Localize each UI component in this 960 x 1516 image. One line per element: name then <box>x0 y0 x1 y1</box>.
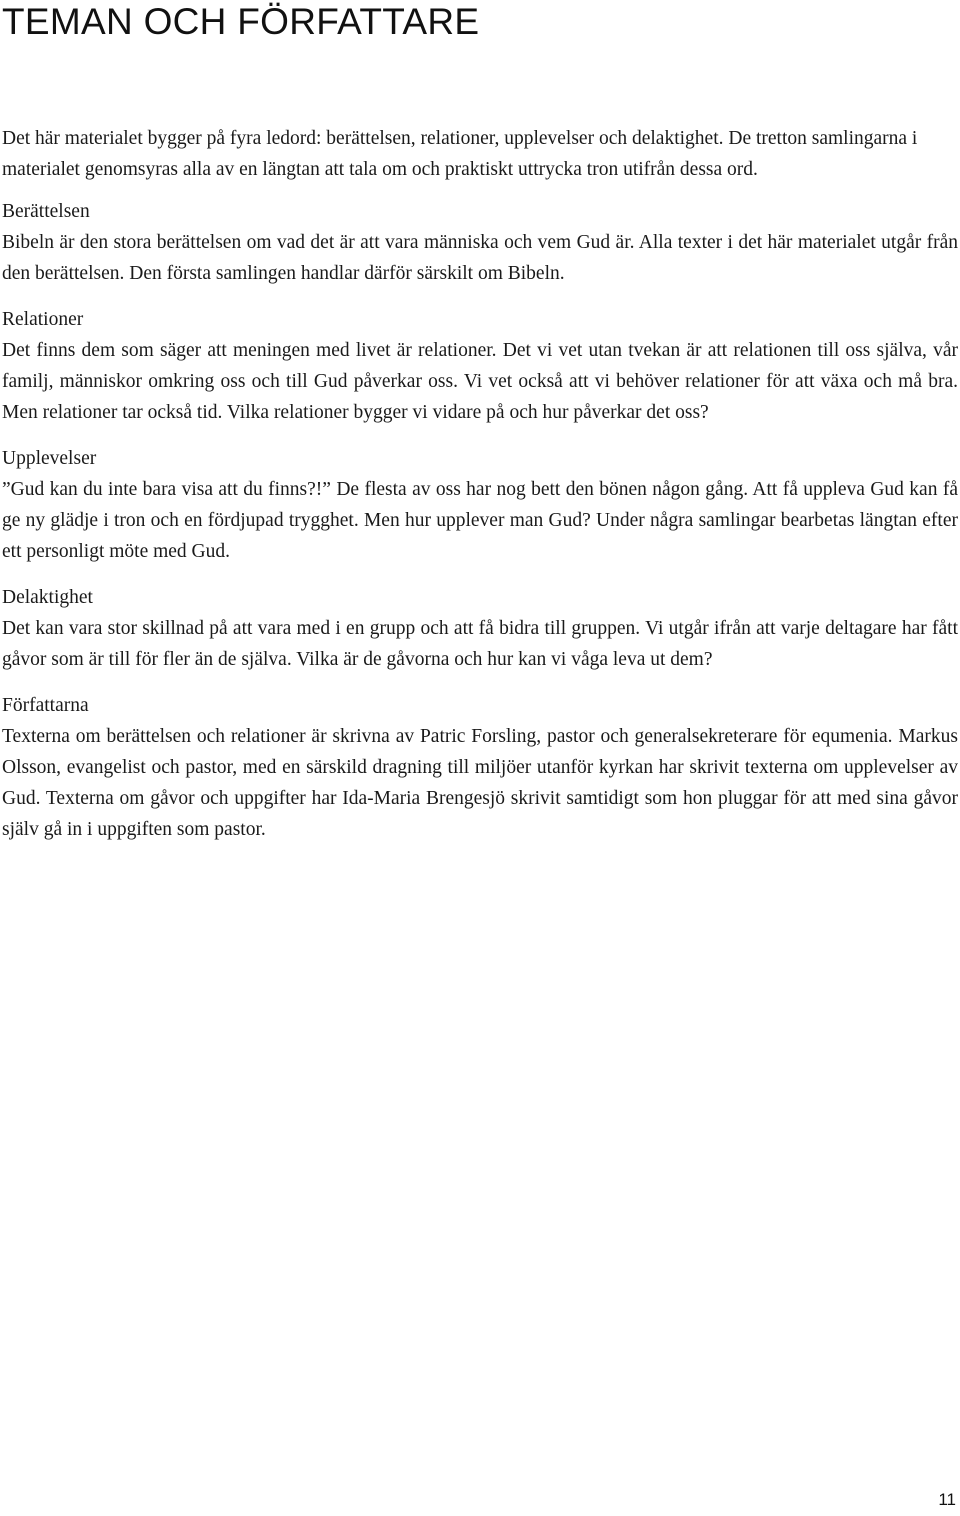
section-heading: Relationer <box>2 309 84 330</box>
section-text: Det finns dem som säger att meningen med livet är relationer. Det vi vet utan tvekan är att relationen till oss själva, vår familj, människor omkring oss och till Gud påverkar oss. Vi vet också att vi behöver relationer för att växa och må bra. Men relationer tar också tid. Vilka relationer bygger vi vidare på och hur påverkar det oss? <box>2 340 958 423</box>
section-text: Det kan vara stor skillnad på att vara med i en grupp och att få bidra till gruppen. Vi utgår ifrån att varje deltagare har fått gåvor som är till för fler än de själva. Vilka är de gåvorna och hur kan vi våga leva ut dem? <box>2 618 958 670</box>
section-upplevelser <box>2 443 958 567</box>
section-relationer <box>2 304 958 428</box>
page-title: TEMAN OCH FÖRFATTARE <box>2 1 480 42</box>
section-forfattarna <box>2 690 958 845</box>
section-text: Texterna om berättelsen och relationer är skrivna av Patric Forsling, pastor och generalsekreterare för equmenia. Markus Olsson, evangelist och pastor, med en särskild dragning till miljöer utanför kyrkan har skrivit texterna om upplevelser av Gud. Texterna om gåvor och uppgifter har Ida-Maria Brengesjö skrivit samtidigt som hon pluggar för att med sina gåvor själv gå in i uppgiften som pastor. <box>2 726 958 840</box>
section-heading: Författarna <box>2 695 89 716</box>
section-delaktighet <box>2 582 958 675</box>
section-text: ”Gud kan du inte bara visa att du finns?!” De flesta av oss har nog bett den bönen någon gång. Att få uppleva Gud kan få ge ny glädje i tron och en fördjupad trygghet. Men hur upplever man Gud? Under några samlingar bearbetas längtan efter ett personligt möte med Gud. <box>2 479 958 562</box>
section-text: Bibeln är den stora berättelsen om vad det är att vara människa och vem Gud är. Alla texter i det här materialet utgår från den berättelsen. Den första samlingen handlar därför särskilt om Bibeln. <box>2 232 958 284</box>
section-heading: Delaktighet <box>2 587 93 608</box>
intro-paragraph: Det här materialet bygger på fyra ledord: berättelsen, relationer, upplevelser och delaktighet. De tretton samlingarna i materialet genomsyras alla av en längtan att tala om och praktiskt uttrycka tron utifrån dessa ord. <box>2 128 918 180</box>
page-number: 11 <box>938 1490 956 1509</box>
section-heading: Upplevelser <box>2 448 97 469</box>
document-body <box>2 123 958 860</box>
section-berattelsen <box>2 196 958 289</box>
section-heading: Berättelsen <box>2 201 90 222</box>
